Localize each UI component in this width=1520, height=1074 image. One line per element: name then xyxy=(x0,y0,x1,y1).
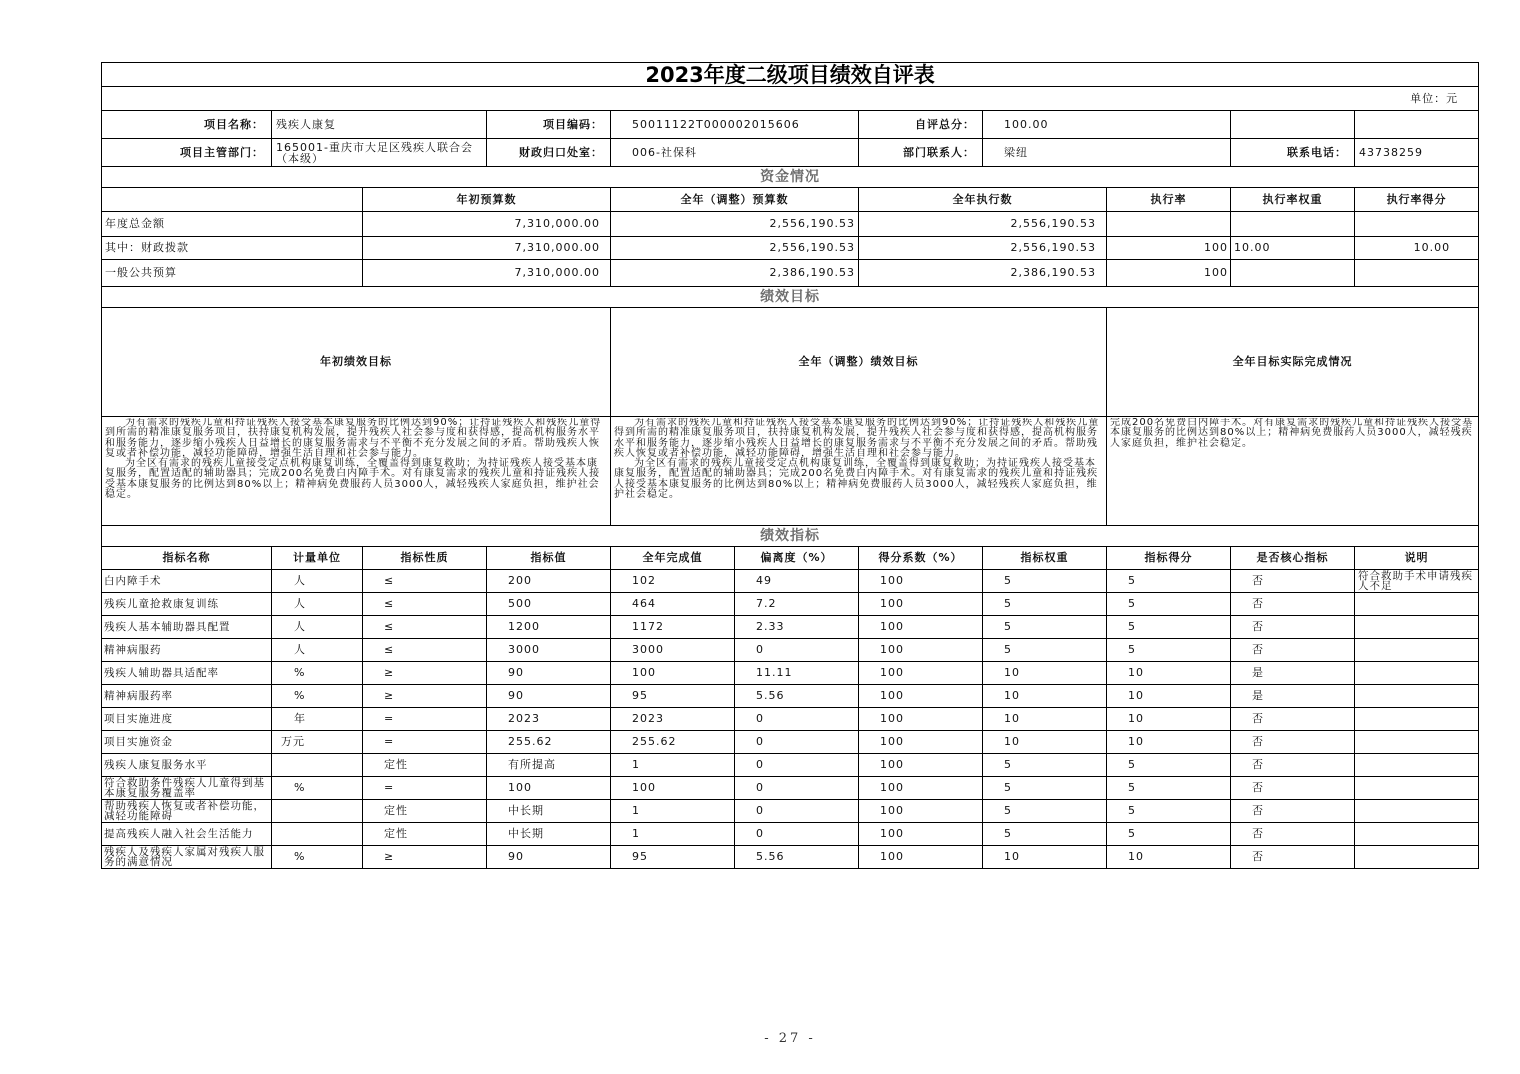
goals-initial-cell xyxy=(102,417,611,526)
funds-executed: 2,556,190.53 xyxy=(859,212,1107,237)
indicator-core: 否 xyxy=(1231,800,1355,823)
header-indicator-note: 说明 xyxy=(1355,547,1479,570)
info-row-1 xyxy=(102,111,1479,139)
self-score: 100.00 xyxy=(983,111,1231,139)
funds-label: 其中：财政拨款 xyxy=(102,237,363,260)
indicator-note xyxy=(1355,754,1479,777)
section-title-goals: 绩效目标 xyxy=(102,287,1479,308)
empty-cell xyxy=(102,188,363,212)
header-indicator-unit: 计量单位 xyxy=(272,547,363,570)
table-title: 2023年度二级项目绩效自评表 xyxy=(102,63,1479,87)
indicator-unit: 人 xyxy=(272,639,363,662)
evaluation-table xyxy=(101,62,1479,869)
indicator-actual: 1 xyxy=(611,823,735,846)
header-indicator-weight: 指标权重 xyxy=(983,547,1107,570)
indicator-note xyxy=(1355,662,1479,685)
indicator-deviation: 7.2 xyxy=(735,593,859,616)
funds-label: 年度总金额 xyxy=(102,212,363,237)
indicator-name: 残疾人基本辅助器具配置 xyxy=(102,616,272,639)
indicator-core: 否 xyxy=(1231,846,1355,869)
indicator-score: 10 xyxy=(1107,685,1231,708)
goals-adjusted-paragraph: 为全区有需求的残疾儿童接受定点机构康复训练，全覆盖得到康复救助；为持证残疾人接受基本康复服务，配置适配的辅助器具；完成200名免费白内障手术。对有康复需求的残疾儿童和持证残疾人接受基本康复服务的比例达到80%以上；精神病免费服药人员3000人，减轻残疾人家庭负担，维护社会稳定。 xyxy=(614,458,1099,501)
indicator-actual: 255.62 xyxy=(611,731,735,754)
goals-section-row xyxy=(102,287,1479,308)
goals-header-row xyxy=(102,308,1479,417)
indicator-deviation: 0 xyxy=(735,823,859,846)
indicator-name: 精神病服药 xyxy=(102,639,272,662)
indicator-target: 200 xyxy=(487,570,611,593)
indicator-nature: ≤ xyxy=(363,593,487,616)
indicator-deviation: 0 xyxy=(735,800,859,823)
indicator-coef: 100 xyxy=(859,570,983,593)
funds-header-row xyxy=(102,188,1479,212)
indicator-core: 否 xyxy=(1231,777,1355,800)
indicator-target: 90 xyxy=(487,662,611,685)
funds-weight: 10.00 xyxy=(1231,237,1355,260)
funds-adjusted: 2,386,190.53 xyxy=(611,260,859,287)
section-title-indicators: 绩效指标 xyxy=(102,526,1479,547)
funds-row xyxy=(102,237,1479,260)
indicator-coef: 100 xyxy=(859,639,983,662)
goals-initial-paragraph: 为有需求的残疾儿童和持证残疾人接受基本康复服务的比例达到90%；让持证残疾人和残疾儿童得到所需的精准康复服务项目，扶持康复机构发展，提升残疾人社会参与度和获得感，提高机构服务水平和服务能力，逐步缩小残疾人日益增长的康复服务需求与不平衡不充分发展之间的矛盾。帮助残疾人恢复或者补偿功能，减轻功能障碍，增强生活自理和社会参与能力。 xyxy=(105,418,602,459)
indicator-nature: 定性 xyxy=(363,823,487,846)
indicator-score: 5 xyxy=(1107,754,1231,777)
indicator-target: 500 xyxy=(487,593,611,616)
indicator-weight: 5 xyxy=(983,616,1107,639)
indicator-note xyxy=(1355,708,1479,731)
indicator-row xyxy=(102,662,1479,685)
indicator-row xyxy=(102,639,1479,662)
funds-label: 一般公共预算 xyxy=(102,260,363,287)
indicator-unit: 人 xyxy=(272,593,363,616)
indicator-target: 中长期 xyxy=(487,800,611,823)
indicator-score: 5 xyxy=(1107,570,1231,593)
indicator-score: 10 xyxy=(1107,708,1231,731)
indicator-weight: 10 xyxy=(983,846,1107,869)
goals-header-adjusted: 全年（调整）绩效目标 xyxy=(611,308,1107,417)
unit-row xyxy=(102,87,1479,111)
indicator-coef: 100 xyxy=(859,754,983,777)
funds-header-weight: 执行率权重 xyxy=(1231,188,1355,212)
indicator-score: 5 xyxy=(1107,639,1231,662)
indicator-score: 5 xyxy=(1107,593,1231,616)
funds-executed: 2,386,190.53 xyxy=(859,260,1107,287)
indicator-note xyxy=(1355,823,1479,846)
indicator-score: 10 xyxy=(1107,731,1231,754)
indicator-deviation: 0 xyxy=(735,731,859,754)
indicator-name: 提高残疾人融入社会生活能力 xyxy=(102,823,272,846)
indicator-unit: % xyxy=(272,777,363,800)
goals-content-row xyxy=(102,417,1479,526)
indicator-core: 否 xyxy=(1231,754,1355,777)
indicator-core: 否 xyxy=(1231,639,1355,662)
indicator-weight: 5 xyxy=(983,639,1107,662)
indicator-deviation: 0 xyxy=(735,754,859,777)
indicator-note xyxy=(1355,800,1479,823)
goals-actual-cell xyxy=(1107,417,1479,526)
funds-score xyxy=(1355,260,1479,287)
header-indicator-actual: 全年完成值 xyxy=(611,547,735,570)
indicator-row xyxy=(102,846,1479,869)
project-code: 50011122T000002015606 xyxy=(611,111,859,139)
section-title-funds: 资金情况 xyxy=(102,167,1479,188)
indicator-row xyxy=(102,685,1479,708)
indicator-nature: = xyxy=(363,708,487,731)
project-code-label: 项目编码： xyxy=(487,111,611,139)
indicator-target: 1200 xyxy=(487,616,611,639)
indicator-weight: 5 xyxy=(983,754,1107,777)
indicator-nature: 定性 xyxy=(363,800,487,823)
indicator-weight: 5 xyxy=(983,823,1107,846)
indicator-unit xyxy=(272,754,363,777)
funds-row xyxy=(102,260,1479,287)
indicator-unit: 人 xyxy=(272,616,363,639)
indicator-actual: 2023 xyxy=(611,708,735,731)
currency-unit: 单位：元 xyxy=(102,87,1479,111)
indicator-name: 残疾人康复服务水平 xyxy=(102,754,272,777)
title-row xyxy=(102,63,1479,87)
finance-office: 006-社保科 xyxy=(611,139,859,167)
funds-header-rate: 执行率 xyxy=(1107,188,1231,212)
indicator-nature: 定性 xyxy=(363,754,487,777)
indicator-row xyxy=(102,731,1479,754)
indicator-weight: 10 xyxy=(983,708,1107,731)
funds-header-executed: 全年执行数 xyxy=(859,188,1107,212)
goals-actual-text: 完成200名免费白内障手术。对有康复需求的残疾儿童和持证残疾人接受基本康复服务的比例达到80%以上；精神病免费服药人员3000人，减轻残疾人家庭负担，维护社会稳定。 xyxy=(1110,418,1474,449)
indicator-weight: 5 xyxy=(983,777,1107,800)
department-label: 项目主管部门： xyxy=(102,139,272,167)
indicator-deviation: 0 xyxy=(735,639,859,662)
funds-rate xyxy=(1107,212,1231,237)
indicator-actual: 95 xyxy=(611,846,735,869)
indicator-actual: 1 xyxy=(611,800,735,823)
header-indicator-name: 指标名称 xyxy=(102,547,272,570)
indicator-unit: % xyxy=(272,662,363,685)
phone-label: 联系电话： xyxy=(1231,139,1355,167)
indicator-coef: 100 xyxy=(859,777,983,800)
funds-executed: 2,556,190.53 xyxy=(859,237,1107,260)
indicator-core: 是 xyxy=(1231,685,1355,708)
indicator-actual: 100 xyxy=(611,777,735,800)
indicator-note xyxy=(1355,616,1479,639)
empty-cell xyxy=(1231,111,1355,139)
indicator-name: 帮助残疾人恢复或者补偿功能，减轻功能障碍 xyxy=(102,800,272,823)
indicator-score: 5 xyxy=(1107,800,1231,823)
goals-header-actual: 全年目标实际完成情况 xyxy=(1107,308,1479,417)
indicator-target: 有所提高 xyxy=(487,754,611,777)
phone-number: 43738259 xyxy=(1355,139,1479,167)
indicator-score: 5 xyxy=(1107,823,1231,846)
indicator-unit xyxy=(272,823,363,846)
project-name-label: 项目名称： xyxy=(102,111,272,139)
indicator-score: 5 xyxy=(1107,616,1231,639)
funds-adjusted: 2,556,190.53 xyxy=(611,237,859,260)
funds-score: 10.00 xyxy=(1355,237,1479,260)
header-indicator-target: 指标值 xyxy=(487,547,611,570)
indicator-note xyxy=(1355,777,1479,800)
indicator-coef: 100 xyxy=(859,616,983,639)
indicator-nature: ≤ xyxy=(363,616,487,639)
indicator-unit xyxy=(272,800,363,823)
indicator-actual: 102 xyxy=(611,570,735,593)
indicator-target: 中长期 xyxy=(487,823,611,846)
funds-adjusted: 2,556,190.53 xyxy=(611,212,859,237)
indicator-coef: 100 xyxy=(859,685,983,708)
indicator-name: 项目实施资金 xyxy=(102,731,272,754)
indicator-coef: 100 xyxy=(859,708,983,731)
indicator-coef: 100 xyxy=(859,593,983,616)
indicator-core: 否 xyxy=(1231,823,1355,846)
indicator-coef: 100 xyxy=(859,846,983,869)
contact-person: 梁纽 xyxy=(983,139,1231,167)
self-score-label: 自评总分： xyxy=(859,111,983,139)
indicator-target: 2023 xyxy=(487,708,611,731)
indicator-core: 否 xyxy=(1231,593,1355,616)
indicator-nature: ≤ xyxy=(363,570,487,593)
funds-row xyxy=(102,212,1479,237)
indicator-nature: ≥ xyxy=(363,846,487,869)
header-indicator-core: 是否核心指标 xyxy=(1231,547,1355,570)
indicator-score: 10 xyxy=(1107,662,1231,685)
indicator-core: 否 xyxy=(1231,708,1355,731)
indicator-nature: ≥ xyxy=(363,662,487,685)
indicator-actual: 464 xyxy=(611,593,735,616)
funds-weight xyxy=(1231,260,1355,287)
indicator-weight: 5 xyxy=(983,570,1107,593)
indicator-core: 否 xyxy=(1231,731,1355,754)
indicator-row xyxy=(102,593,1479,616)
info-row-2 xyxy=(102,139,1479,167)
indicator-coef: 100 xyxy=(859,823,983,846)
header-indicator-deviation: 偏离度（%） xyxy=(735,547,859,570)
indicator-row xyxy=(102,616,1479,639)
indicator-deviation: 49 xyxy=(735,570,859,593)
funds-rate: 100 xyxy=(1107,237,1231,260)
indicator-note xyxy=(1355,731,1479,754)
indicator-weight: 10 xyxy=(983,662,1107,685)
indicator-core: 否 xyxy=(1231,570,1355,593)
indicator-row xyxy=(102,570,1479,593)
indicator-target: 90 xyxy=(487,846,611,869)
indicator-note xyxy=(1355,639,1479,662)
indicator-name: 残疾人辅助器具适配率 xyxy=(102,662,272,685)
empty-cell xyxy=(1355,111,1479,139)
page-number: - 27 - xyxy=(764,1031,816,1046)
indicator-name: 残疾人及残疾人家属对残疾人服务的满意情况 xyxy=(102,846,272,869)
indicator-deviation: 5.56 xyxy=(735,846,859,869)
indicator-coef: 100 xyxy=(859,662,983,685)
indicator-core: 是 xyxy=(1231,662,1355,685)
funds-header-score: 执行率得分 xyxy=(1355,188,1479,212)
indicator-nature: = xyxy=(363,777,487,800)
header-indicator-score: 指标得分 xyxy=(1107,547,1231,570)
indicator-weight: 5 xyxy=(983,593,1107,616)
indicator-coef: 100 xyxy=(859,800,983,823)
indicator-unit: 万元 xyxy=(272,731,363,754)
indicator-nature: ≤ xyxy=(363,639,487,662)
contact-label: 部门联系人： xyxy=(859,139,983,167)
indicator-actual: 95 xyxy=(611,685,735,708)
indicator-row xyxy=(102,708,1479,731)
indicator-weight: 10 xyxy=(983,685,1107,708)
indicator-name: 白内障手术 xyxy=(102,570,272,593)
indicator-unit: 人 xyxy=(272,570,363,593)
indicator-row xyxy=(102,777,1479,800)
indicator-actual: 3000 xyxy=(611,639,735,662)
indicator-target: 3000 xyxy=(487,639,611,662)
indicator-nature: ≥ xyxy=(363,685,487,708)
goals-adjusted-paragraph: 为有需求的残疾儿童和持证残疾人接受基本康复服务的比例达到90%；让持证残疾人和残疾儿童得到所需的精准康复服务项目，扶持康复机构发展，提升残疾人社会参与度和获得感，提高机构服务水平和服务能力，逐步缩小残疾人日益增长的康复服务需求与不平衡不充分发展之间的矛盾。帮助残疾人恢复或者补偿功能，减轻功能障碍，增强生活自理和社会参与能力。 xyxy=(614,418,1100,459)
indicator-note xyxy=(1355,685,1479,708)
indicator-row xyxy=(102,754,1479,777)
indicator-target: 100 xyxy=(487,777,611,800)
goals-header-initial: 年初绩效目标 xyxy=(102,308,611,417)
funds-header-initial: 年初预算数 xyxy=(363,188,611,212)
indicator-actual: 100 xyxy=(611,662,735,685)
funds-weight xyxy=(1231,212,1355,237)
goals-initial-paragraph: 为全区有需求的残疾儿童接受定点机构康复训练，全覆盖得到康复救助；为持证残疾人接受基本康复服务，配置适配的辅助器具；完成200名免费白内障手术。对有康复需求的残疾儿童和持证残疾人接受基本康复服务的比例达到80%以上；精神病免费服药人员3000人，减轻残疾人家庭负担，维护社会稳定。 xyxy=(105,458,601,501)
funds-initial: 7,310,000.00 xyxy=(363,212,611,237)
indicator-weight: 5 xyxy=(983,800,1107,823)
indicator-name: 符合救助条件残疾人儿童得到基本康复服务覆盖率 xyxy=(102,777,272,800)
funds-initial: 7,310,000.00 xyxy=(363,237,611,260)
indicator-score: 10 xyxy=(1107,846,1231,869)
indicator-name: 项目实施进度 xyxy=(102,708,272,731)
indicators-section-row xyxy=(102,526,1479,547)
header-indicator-coef: 得分系数（%） xyxy=(859,547,983,570)
indicator-note xyxy=(1355,593,1479,616)
funds-section-row xyxy=(102,167,1479,188)
indicator-note: 符合救助手术申请残疾人不足 xyxy=(1355,570,1479,593)
indicator-note xyxy=(1355,846,1479,869)
indicator-unit: % xyxy=(272,846,363,869)
department: 165001-重庆市大足区残疾人联合会（本级） xyxy=(272,139,487,167)
indicator-deviation: 2.33 xyxy=(735,616,859,639)
funds-header-adjusted: 全年（调整）预算数 xyxy=(611,188,859,212)
indicator-core: 否 xyxy=(1231,616,1355,639)
indicator-name: 残疾儿童抢救康复训练 xyxy=(102,593,272,616)
indicator-weight: 10 xyxy=(983,731,1107,754)
indicator-target: 255.62 xyxy=(487,731,611,754)
goals-adjusted-cell xyxy=(611,417,1107,526)
header-indicator-nature: 指标性质 xyxy=(363,547,487,570)
indicator-actual: 1 xyxy=(611,754,735,777)
indicator-coef: 100 xyxy=(859,731,983,754)
indicator-row xyxy=(102,800,1479,823)
funds-score xyxy=(1355,212,1479,237)
indicator-nature: = xyxy=(363,731,487,754)
funds-rate: 100 xyxy=(1107,260,1231,287)
indicator-unit: 年 xyxy=(272,708,363,731)
indicator-score: 5 xyxy=(1107,777,1231,800)
finance-office-label: 财政归口处室： xyxy=(487,139,611,167)
indicator-target: 90 xyxy=(487,685,611,708)
indicator-actual: 1172 xyxy=(611,616,735,639)
indicator-deviation: 0 xyxy=(735,708,859,731)
indicator-deviation: 11.11 xyxy=(735,662,859,685)
indicator-deviation: 5.56 xyxy=(735,685,859,708)
indicator-row xyxy=(102,823,1479,846)
indicator-unit: % xyxy=(272,685,363,708)
indicators-header-row xyxy=(102,547,1479,570)
funds-initial: 7,310,000.00 xyxy=(363,260,611,287)
project-name: 残疾人康复 xyxy=(272,111,487,139)
indicator-name: 精神病服药率 xyxy=(102,685,272,708)
indicator-deviation: 0 xyxy=(735,777,859,800)
